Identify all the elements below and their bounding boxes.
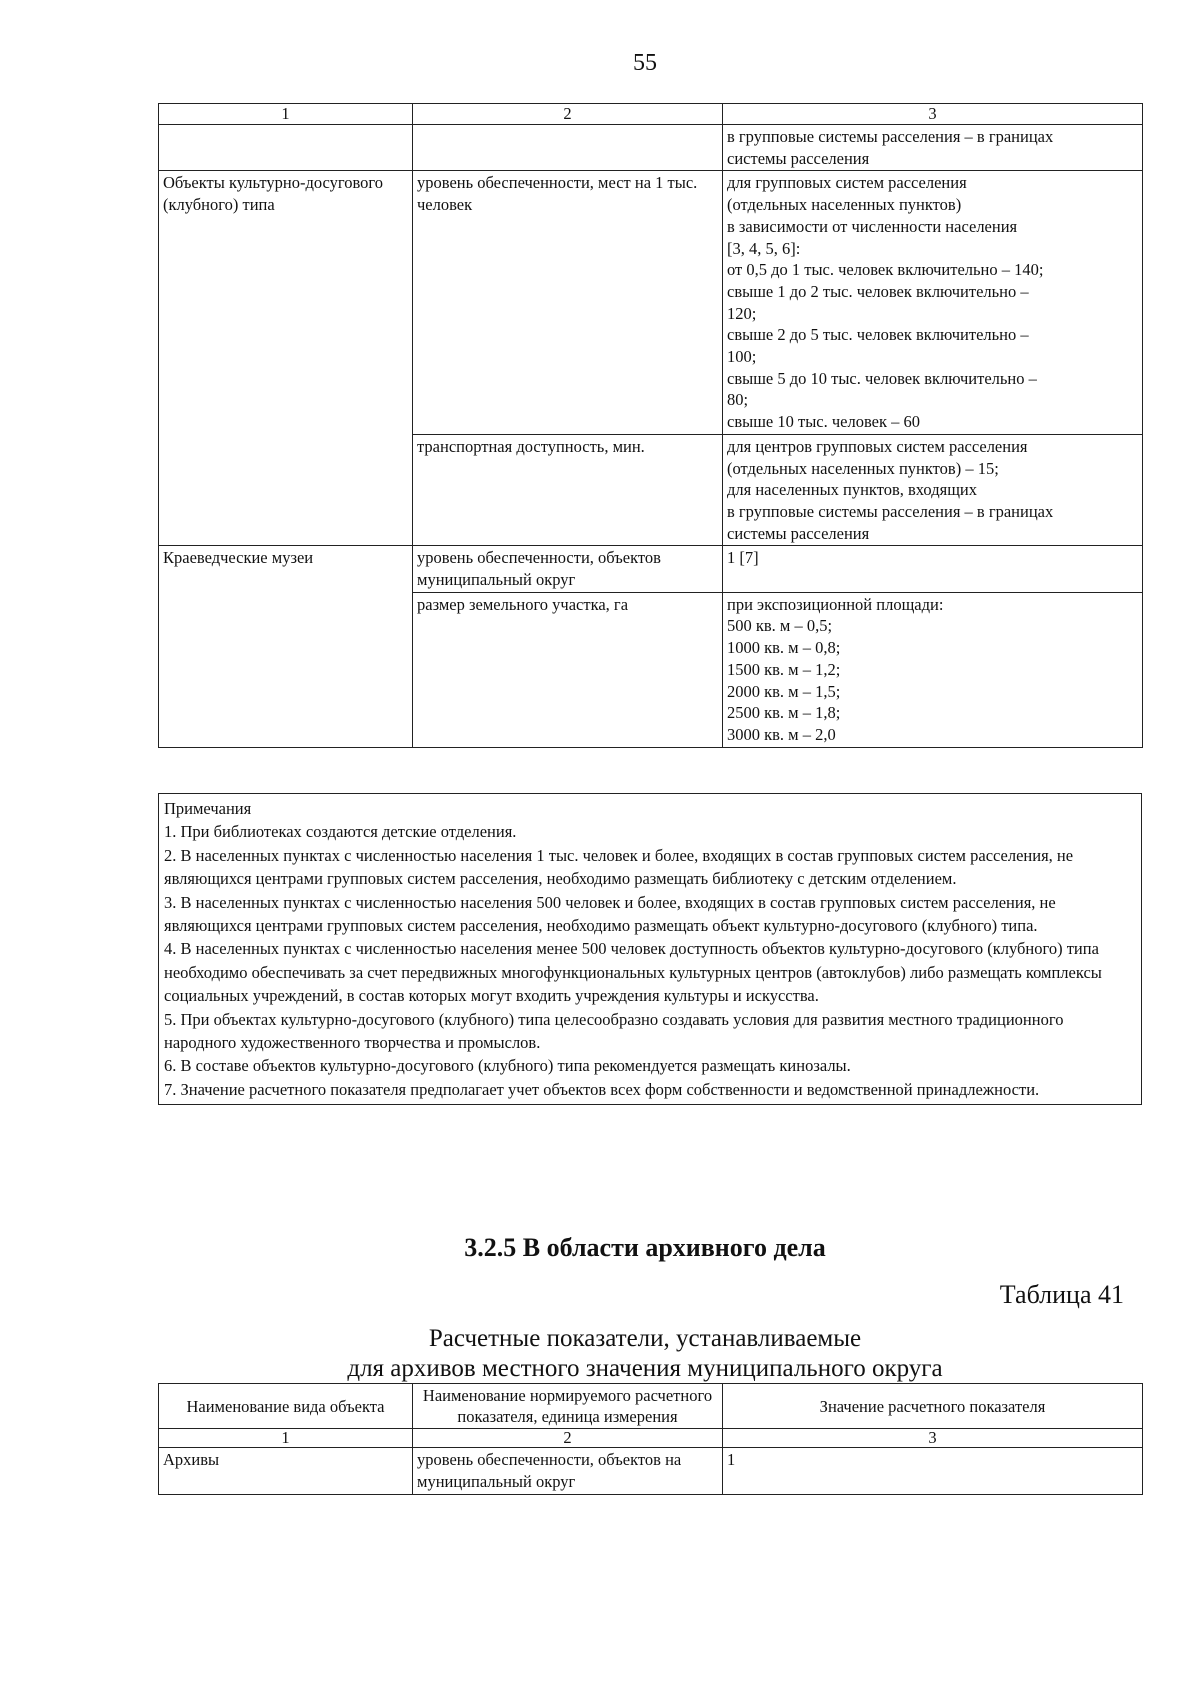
value-line: 2500 кв. м – 1,8;	[727, 703, 841, 723]
value-line: свыше 1 до 2 тыс. человек включительно –	[727, 281, 1029, 301]
value-line: системы расселения	[727, 523, 870, 543]
header-row	[159, 1384, 1143, 1429]
column-number: 3	[723, 104, 1143, 125]
indicator-cell: уровень обеспеченности, мест на 1 тыс. человек	[413, 171, 723, 434]
note-item: 2. В населенных пунктах с численностью населения 1 тыс. человек и более, входящих в состав групповых систем расселения, не являющихся центрами групповых систем расселения, необходимо размещать библиотеку с детским отделением.	[164, 845, 1074, 889]
value-cell	[723, 125, 1143, 171]
column-header: Значение расчетного показателя	[723, 1384, 1143, 1429]
value-line: (отдельных населенных пунктов)	[727, 195, 962, 215]
column-number: 1	[159, 104, 413, 125]
object-name-cell: Объекты культурно-досугового (клубного) типа	[159, 171, 413, 546]
note-item: 7. Значение расчетного показателя предполагает учет объектов всех форм собственности и ведомственной принадлежности.	[164, 1079, 1040, 1099]
culture-indicators-table	[158, 103, 1143, 748]
value-line: в групповые системы расселения – в границах	[727, 127, 1054, 146]
value-line: для населенных пунктов, входящих	[727, 480, 977, 500]
column-number-row	[159, 104, 1143, 125]
value-line: в групповые системы расселения – в границах	[727, 501, 1054, 521]
value-line: в зависимости от численности населения	[727, 216, 1018, 236]
value-cell	[723, 546, 1143, 592]
value-cell	[723, 434, 1143, 546]
column-number-row	[159, 1429, 1143, 1448]
note-item: 5. При объектах культурно-досугового (клубного) типа целесообразно создавать условия для развития местного традиционного народного художественного творчества и промыслов.	[164, 1009, 1064, 1053]
value-line: для центров групповых систем расселения	[727, 436, 1028, 456]
indicator-cell: размер земельного участка, га	[413, 592, 723, 747]
caption-line: для архивов местного значения муниципального округа	[347, 1355, 943, 1382]
object-name-cell: Краеведческие музеи	[159, 546, 413, 747]
object-name-cell	[159, 125, 413, 171]
column-header: Наименование нормируемого расчетного показателя, единица измерения	[413, 1384, 723, 1429]
column-header: Наименование вида объекта	[159, 1384, 413, 1429]
indicator-cell	[413, 125, 723, 171]
notes-title: Примечания	[164, 799, 252, 818]
value-line: 80;	[727, 390, 749, 410]
value-line: 3000 кв. м – 2,0	[727, 724, 836, 744]
notes-block	[158, 793, 1142, 1105]
indicator-cell: транспортная доступность, мин.	[413, 434, 723, 546]
value-line: для групповых систем расселения	[727, 173, 967, 193]
value-line: свыше 5 до 10 тыс. человек включительно –	[727, 368, 1037, 388]
value-line: 1 [7]	[727, 548, 759, 568]
caption-line: Расчетные показатели, устанавливаемые	[428, 1325, 862, 1352]
note-item: 3. В населенных пунктах с численностью населения 500 человек и более, входящих в состав групповых систем расселения, не являющихся центрами групповых систем расселения, необходимо размещать объект культурно-досугового (клубного) типа.	[164, 892, 1056, 936]
value-line: [3, 4, 5, 6]:	[727, 238, 801, 258]
table-caption	[0, 1324, 1200, 1384]
note-item: 4. В населенных пунктах с численностью населения менее 500 человек доступность объектов культурно-досугового (клубного) типа необходимо обеспечивать за счет передвижных многофункциональных культурных центров (автоклубов) либо размещать комплексы социальных учреждений, в состав которых могут входить учреждения культуры и искусства.	[164, 939, 1102, 1006]
value-cell: 1	[723, 1448, 1143, 1495]
value-line: 1500 кв. м – 1,2;	[727, 659, 841, 679]
value-line: 1000 кв. м – 0,8;	[727, 638, 841, 658]
value-line: системы расселения	[727, 148, 870, 168]
indicator-cell: уровень обеспеченности, объектов муниципальный округ	[413, 546, 723, 592]
column-number: 2	[413, 104, 723, 125]
value-line: от 0,5 до 1 тыс. человек включительно – 140;	[727, 260, 1044, 280]
value-line: свыше 2 до 5 тыс. человек включительно –	[727, 325, 1029, 345]
value-line: (отдельных населенных пунктов) – 15;	[727, 458, 999, 478]
value-line: 500 кв. м – 0,5;	[727, 616, 833, 636]
table-row	[159, 1448, 1143, 1495]
table-row	[159, 125, 1143, 171]
column-number: 1	[159, 1429, 413, 1448]
note-item: 6. В составе объектов культурно-досугового (клубного) типа рекомендуется размещать кинозалы.	[164, 1056, 851, 1076]
indicator-cell: уровень обеспеченности, объектов на муниципальный округ	[413, 1448, 723, 1495]
column-number: 2	[413, 1429, 723, 1448]
value-cell	[723, 171, 1143, 434]
value-line: 100;	[727, 347, 757, 367]
table-row	[159, 171, 1143, 434]
value-cell	[723, 592, 1143, 747]
table-label: Таблица 41	[999, 1280, 1124, 1309]
page-number: 55	[633, 50, 657, 76]
section-title: 3.2.5 В области архивного дела	[464, 1233, 826, 1262]
object-name-cell: Архивы	[159, 1448, 413, 1495]
note-item: 1. При библиотеках создаются детские отделения.	[164, 822, 517, 842]
column-number: 3	[723, 1429, 1143, 1448]
value-line: 120;	[727, 303, 757, 323]
archive-indicators-table	[158, 1383, 1143, 1495]
value-line: при экспозиционной площади:	[727, 594, 944, 614]
table-row	[159, 546, 1143, 592]
value-line: 2000 кв. м – 1,5;	[727, 681, 841, 701]
value-line: свыше 10 тыс. человек – 60	[727, 412, 920, 432]
